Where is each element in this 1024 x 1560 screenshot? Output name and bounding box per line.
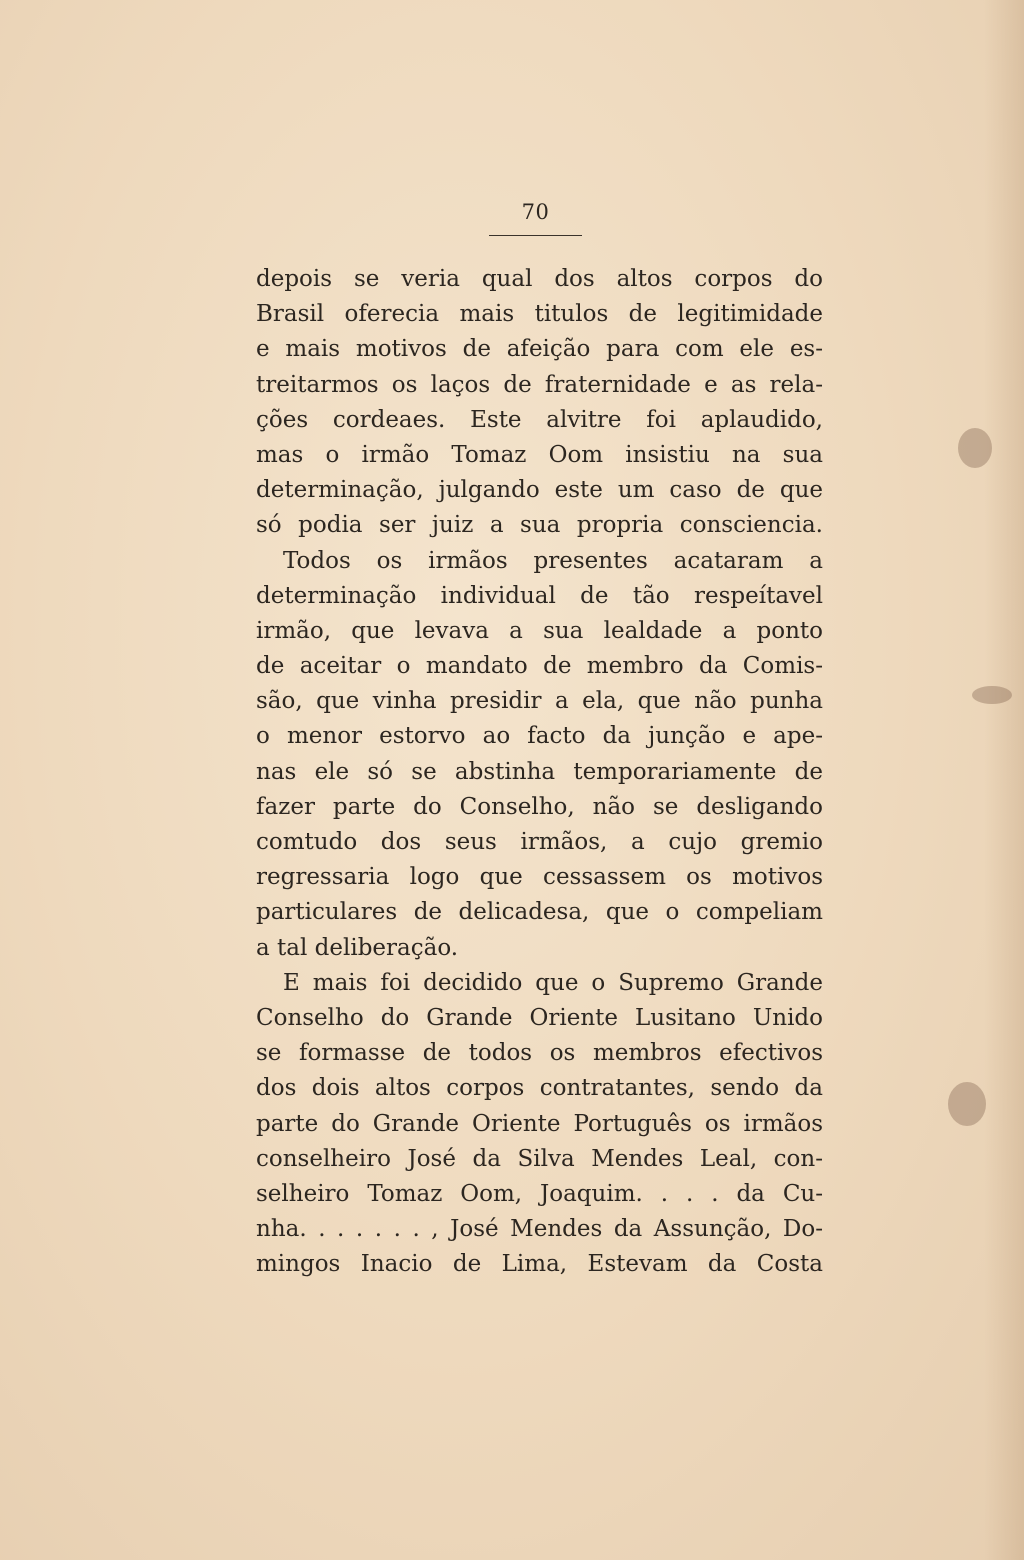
text-line: e mais motivos de afeição para com ele es-: [256, 336, 823, 363]
text-line: Todos os irmãos presentes acataram a: [283, 547, 823, 574]
text-line: mingos Inacio de Lima, Estevam da Costa: [256, 1251, 823, 1278]
text-line: treitarmos os laços de fraternidade e as rela-: [256, 371, 823, 398]
text-line: determinação, julgando este um caso de que: [256, 477, 823, 504]
text-line: comtudo dos seus irmãos, a cujo gremio: [256, 829, 823, 855]
text-line: selheiro Tomaz Oom, Joaquim. . . . da Cu-: [256, 1180, 823, 1207]
text-line: E mais foi decidido que o Supremo Grande: [283, 969, 823, 996]
text-line: se formasse de todos os membros efectivos: [256, 1040, 823, 1067]
text-line: conselheiro José da Silva Mendes Leal, con-: [256, 1145, 823, 1172]
text-line: o menor estorvo ao facto da junção e ape-: [256, 723, 823, 750]
page-number-rule: [489, 235, 582, 236]
text-line: fazer parte do Conselho, não se desligando: [256, 793, 823, 820]
text-line: regressaria logo que cessassem os motivos: [256, 864, 823, 891]
ink-stain: [948, 1082, 986, 1126]
text-line: determinação individual de tão respeítavel: [256, 582, 823, 609]
text-line: Brasil oferecia mais titulos de legitimidade: [256, 301, 823, 328]
text-line: particulares de delicadesa, que o compeliam: [256, 899, 823, 926]
ink-stain: [958, 428, 992, 468]
ink-stain: [972, 686, 1012, 704]
text-line: depois se veria qual dos altos corpos do: [256, 266, 823, 292]
text-line: parte do Grande Oriente Português os irmãos: [256, 1110, 823, 1137]
text-line: nas ele só se abstinha temporariamente de: [256, 758, 823, 785]
text-line: Conselho do Grande Oriente Lusitano Unido: [256, 1004, 823, 1031]
text-line: mas o irmão Tomaz Oom insistiu na sua: [256, 441, 823, 468]
text-line: irmão, que levava a sua lealdade a ponto: [256, 617, 823, 644]
body-text: [256, 262, 823, 1282]
text-line: são, que vinha presidir a ela, que não punha: [256, 688, 823, 715]
text-line: a tal deliberação.: [256, 934, 459, 961]
text-line: dos dois altos corpos contratantes, sendo da: [256, 1075, 823, 1102]
text-line: só podia ser juiz a sua propria consciencia.: [256, 512, 823, 539]
text-line: nha. . . . . . . , José Mendes da Assunção, Do-: [256, 1216, 823, 1243]
text-line: de aceitar o mandato de membro da Comis-: [256, 653, 823, 680]
page-number: 70: [521, 200, 550, 224]
page-edge-shadow: [984, 0, 1024, 1560]
text-line: ções cordeaes. Este alvitre foi aplaudido,: [256, 406, 823, 433]
